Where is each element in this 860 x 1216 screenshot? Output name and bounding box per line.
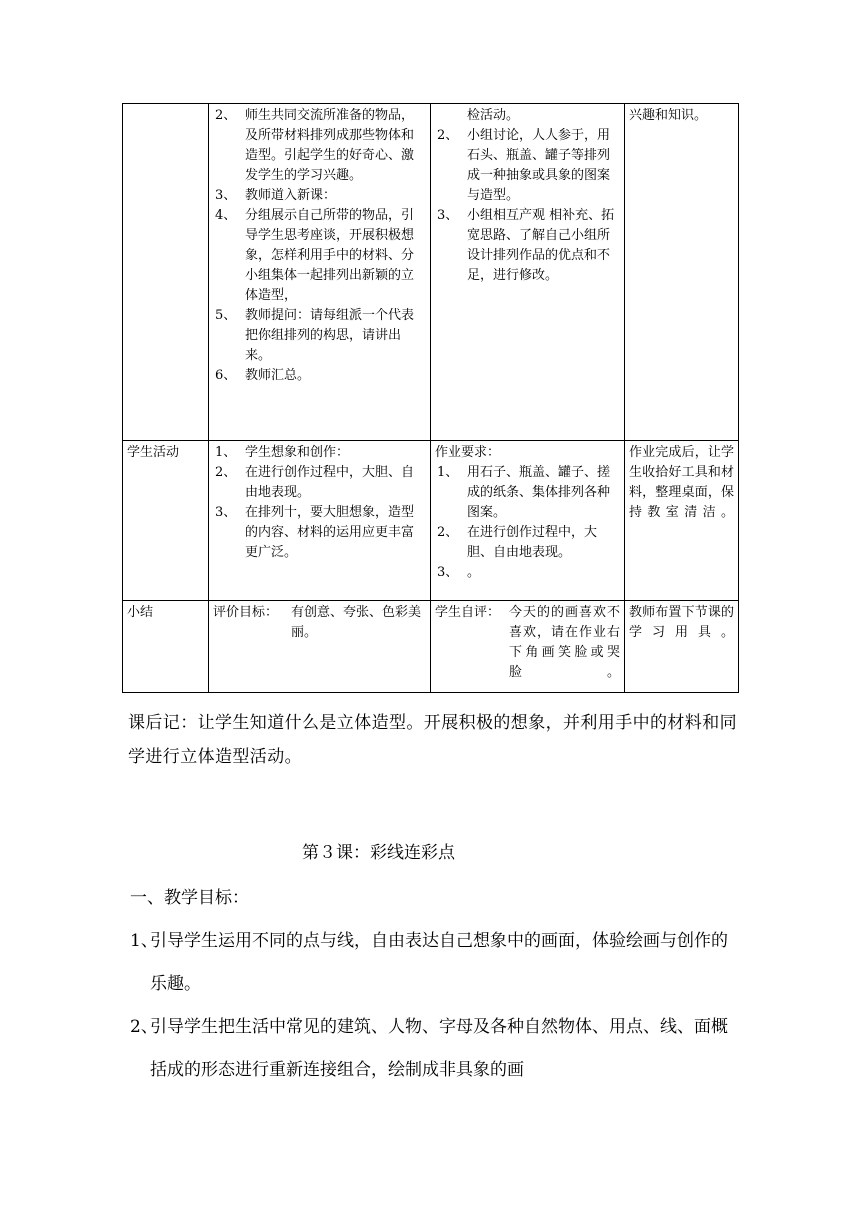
table-row bbox=[123, 601, 739, 693]
item-text: 学生想象和创作： bbox=[245, 445, 350, 460]
row-label-student-activity: 学生活动 bbox=[123, 441, 209, 601]
cleanup-cell: 作业完成后，让学生收拾好工具和材料，整理桌面，保持教室清洁。 bbox=[625, 441, 739, 601]
creation-cell bbox=[209, 441, 431, 601]
homework-heading: 作业要求： bbox=[435, 445, 501, 460]
item-number: 4、 bbox=[215, 208, 237, 223]
item-number: 2、 bbox=[437, 525, 459, 540]
evaluation-goal bbox=[213, 603, 426, 643]
student-activity-cell bbox=[431, 104, 625, 441]
teacher-activity-cell bbox=[209, 104, 431, 441]
item-text: 在进行创作过程中，大胆、自由地表现。 bbox=[467, 525, 598, 560]
homework-cell bbox=[431, 441, 625, 601]
list-item bbox=[213, 186, 426, 206]
item-text: 分组展示自己所带的物品，引导学生思考座谈，开展积极想象，怎样利用手中的材料、分小组集体一起排列出新颖的立体造型， bbox=[245, 208, 415, 303]
next-class-cell: 教师布置下节课的学习用具。 bbox=[625, 601, 739, 693]
objectives-list bbox=[130, 920, 742, 1092]
item-text: 小组相互产观 相补充、拓宽思路、了解自己小组所设计排列作品的优点和不足，进行修改。 bbox=[467, 208, 615, 283]
item-number: 2、 bbox=[215, 108, 237, 123]
list-item bbox=[213, 503, 426, 563]
objective-number: 1、 bbox=[130, 931, 158, 951]
item-number: 1、 bbox=[437, 465, 459, 480]
item-number: 3、 bbox=[437, 565, 459, 580]
purpose-cell: 兴趣和知识。 bbox=[625, 104, 739, 441]
objective-item bbox=[130, 1006, 742, 1092]
item-text: 师生共同交流所准备的物品，及所带材料排列成那些物体和造型。引起学生的好奇心、激发学生的学习兴趣。 bbox=[245, 108, 415, 183]
objective-text: 引导学生运用不同的点与线，自由表达自己想象中的画面，体验绘画与创作的乐趣。 bbox=[150, 931, 728, 994]
self-evaluation bbox=[435, 603, 620, 683]
list-item bbox=[213, 306, 426, 366]
list-item bbox=[213, 463, 426, 503]
item-text: 教师提问：请每组派一个代表把你组排列的构思，请讲出来。 bbox=[245, 308, 415, 363]
item-number: 2、 bbox=[215, 465, 237, 480]
item-text: 在排列十，要大胆想象，造型的内容、材料的运用应更丰富更广泛。 bbox=[245, 505, 415, 560]
item-text: 教师道入新课： bbox=[245, 188, 337, 203]
self-evaluation-cell bbox=[431, 601, 625, 693]
objective-number: 2、 bbox=[130, 1017, 158, 1037]
list-item bbox=[213, 106, 426, 186]
item-number: 2、 bbox=[437, 128, 459, 143]
objective-item bbox=[130, 920, 742, 1006]
list-item bbox=[435, 463, 620, 523]
item-text: 用石子、瓶盖、罐子、搓成的纸条、集体排列各种图案。 bbox=[467, 465, 611, 520]
after-class-note: 课后记：让学生知道什么是立体造型。开展积极的想象，并利用手中的材料和同学进行立体造型活动。 bbox=[128, 713, 737, 767]
objectives-heading: 一、教学目标： bbox=[130, 888, 249, 908]
list-item bbox=[213, 206, 426, 306]
evaluation-key: 评价目标： bbox=[213, 605, 279, 620]
lesson-plan-table bbox=[122, 103, 739, 693]
homework-list bbox=[435, 463, 620, 583]
list-item bbox=[213, 366, 426, 386]
item-number: 3、 bbox=[215, 505, 237, 520]
row-label bbox=[123, 104, 209, 441]
lesson-title: 第３课：彩线连彩点 bbox=[302, 843, 455, 863]
item-text: 小组讨论，人人参于，用石头、瓶盖、罐子等排列成一种抽象或具象的图案与造型。 bbox=[467, 128, 611, 203]
student-steps-list bbox=[435, 126, 620, 286]
self-evaluation-value: 今天的的画喜欢不喜欢，请在作业右下角画笑脸或哭脸。 bbox=[509, 605, 620, 680]
table-row bbox=[123, 104, 739, 441]
evaluation-value: 有创意、夸张、色彩美丽。 bbox=[291, 605, 422, 640]
teacher-steps-list bbox=[213, 106, 426, 386]
cell-intro: 检活动。 bbox=[467, 108, 520, 123]
item-number: 6、 bbox=[215, 368, 237, 383]
item-number: 5、 bbox=[215, 308, 237, 323]
list-item bbox=[435, 126, 620, 206]
item-text: 。 bbox=[467, 565, 481, 580]
list-item bbox=[435, 563, 620, 583]
row-label-summary: 小结 bbox=[123, 601, 209, 693]
list-item bbox=[435, 206, 620, 286]
item-number: 1、 bbox=[215, 445, 237, 460]
list-item bbox=[213, 443, 426, 463]
item-text: 教师汇总。 bbox=[245, 368, 311, 383]
item-number: 3、 bbox=[215, 188, 237, 203]
item-text: 在进行创作过程中，大胆、自由地表现。 bbox=[245, 465, 415, 500]
self-evaluation-key: 学生自评： bbox=[435, 605, 501, 620]
item-number: 3、 bbox=[437, 208, 459, 223]
objective-text: 引导学生把生活中常见的建筑、人物、字母及各种自然物体、用点、线、面概括成的形态进行重新连接组合，绘制成非具象的画 bbox=[150, 1017, 728, 1080]
evaluation-cell bbox=[209, 601, 431, 693]
list-item bbox=[435, 523, 620, 563]
creation-steps-list bbox=[213, 443, 426, 563]
table-row bbox=[123, 441, 739, 601]
